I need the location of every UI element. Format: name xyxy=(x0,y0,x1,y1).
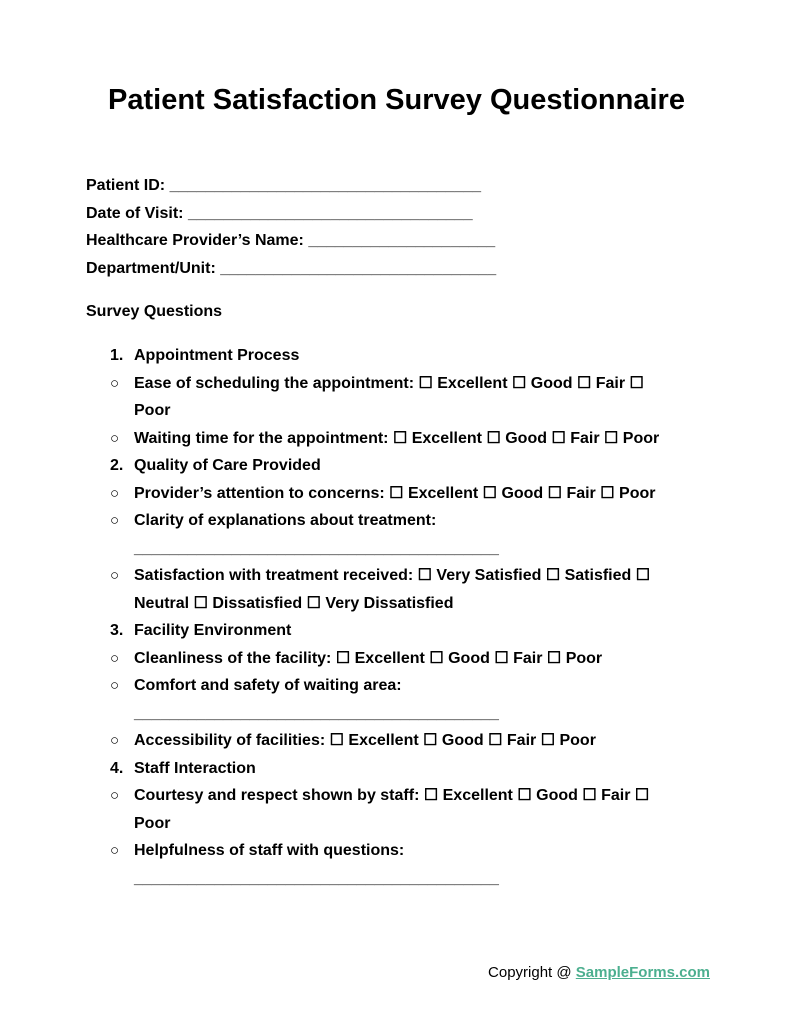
circle-bullet-icon: ○ xyxy=(110,787,120,804)
circle-bullet-icon: ○ xyxy=(110,842,120,859)
item-label: Comfort and safety of waiting area: xyxy=(134,677,402,694)
question-title: Facility Environment xyxy=(134,622,292,639)
list-item[interactable] xyxy=(38,645,726,673)
circle-bullet-icon: ○ xyxy=(110,732,120,749)
circle-bullet-icon: ○ xyxy=(110,677,120,694)
question-title: Quality of Care Provided xyxy=(134,457,321,474)
item-text: Waiting time for the appointment: ☐ Excellent ☐ Good ☐ Fair ☐ Poor xyxy=(134,429,660,447)
item-text xyxy=(134,507,664,562)
question-title: Staff Interaction xyxy=(134,759,256,777)
sampleforms-link[interactable]: SampleForms.com xyxy=(575,964,710,981)
question-number: 3. xyxy=(110,622,124,639)
question-quality-of-care xyxy=(86,452,726,480)
answer-blank[interactable]: _________________________________________ xyxy=(134,869,499,887)
answer-blank[interactable]: _________________________________________ xyxy=(134,704,499,722)
field-blank[interactable]: ________________________________ xyxy=(187,204,473,222)
circle-bullet-icon: ○ xyxy=(110,512,120,529)
field-label: Department/Unit: xyxy=(86,259,216,277)
question-facility-environment xyxy=(86,617,726,645)
item-text: Satisfaction with treatment received: ☐ Very Satisfied ☐ Satisfied ☐ Neutral ☐ Dissatisfied ☐ Very Dissatisfied xyxy=(134,567,651,612)
circle-bullet-icon: ○ xyxy=(110,649,120,667)
item-label: Helpfulness of staff with questions: xyxy=(134,842,405,859)
field-label: Patient ID: xyxy=(86,177,166,194)
field-blank[interactable]: _____________________ xyxy=(308,232,496,249)
provider-name-field[interactable] xyxy=(86,227,496,255)
field-label: Date of Visit: xyxy=(86,204,184,222)
item-text: Ease of scheduling the appointment: ☐ Excellent ☐ Good ☐ Fair ☐ Poor xyxy=(134,374,644,419)
answer-blank[interactable]: _________________________________________ xyxy=(134,539,499,557)
copyright-footer xyxy=(488,962,710,984)
list-item[interactable] xyxy=(38,425,726,453)
page-title: Patient Satisfaction Survey Questionnaire xyxy=(108,84,685,116)
circle-bullet-icon: ○ xyxy=(110,374,120,392)
item-text: Cleanliness of the facility: ☐ Excellent ☐ Good ☐ Fair ☐ Poor xyxy=(134,649,603,667)
item-text xyxy=(134,672,664,727)
field-blank[interactable]: ___________________________________ xyxy=(169,177,482,194)
patient-id-field[interactable] xyxy=(86,172,496,200)
questions-list xyxy=(86,342,726,892)
list-item[interactable] xyxy=(38,782,726,837)
field-label: Healthcare Provider’s Name: xyxy=(86,232,304,249)
circle-bullet-icon: ○ xyxy=(110,567,120,584)
question-staff-interaction xyxy=(86,755,726,783)
department-field[interactable] xyxy=(86,255,496,283)
survey-questions-heading: Survey Questions xyxy=(86,303,223,320)
question-number: 1. xyxy=(110,347,124,364)
patient-info-fields xyxy=(86,172,496,282)
question-title: Appointment Process xyxy=(134,347,300,364)
list-item[interactable] xyxy=(38,672,726,727)
list-item[interactable] xyxy=(38,480,726,508)
copyright-text: Copyright @ xyxy=(488,964,576,981)
item-text: Courtesy and respect shown by staff: ☐ Excellent ☐ Good ☐ Fair ☐ Poor xyxy=(134,787,650,832)
list-item[interactable] xyxy=(38,837,726,892)
item-text: Provider’s attention to concerns: ☐ Excellent ☐ Good ☐ Fair ☐ Poor xyxy=(134,484,656,502)
question-number: 2. xyxy=(110,457,124,474)
circle-bullet-icon: ○ xyxy=(110,484,120,502)
list-item[interactable] xyxy=(38,562,726,617)
date-of-visit-field[interactable] xyxy=(86,200,496,228)
field-blank[interactable]: _______________________________ xyxy=(220,259,497,277)
question-number: 4. xyxy=(110,759,124,777)
question-appointment-process xyxy=(86,342,726,370)
list-item[interactable] xyxy=(38,727,726,755)
list-item[interactable] xyxy=(38,370,726,425)
circle-bullet-icon: ○ xyxy=(110,429,120,447)
item-label: Clarity of explanations about treatment: xyxy=(134,512,437,529)
list-item[interactable] xyxy=(38,507,726,562)
item-text xyxy=(134,837,664,892)
item-text: Accessibility of facilities: ☐ Excellent ☐ Good ☐ Fair ☐ Poor xyxy=(134,732,596,749)
